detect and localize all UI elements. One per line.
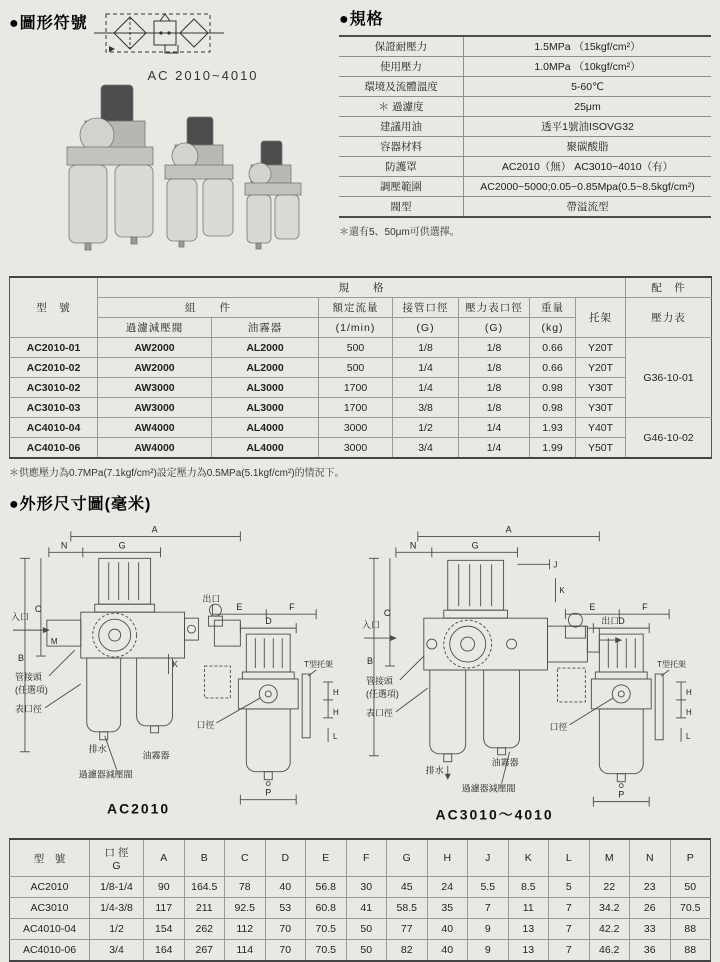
lubricator-label: 油霧器 — [491, 757, 519, 768]
dim-value-cell: 70.5 — [306, 919, 347, 940]
dim-port-cell: 3/4 — [90, 940, 144, 962]
dim-value-cell: 7 — [468, 898, 509, 919]
model-table-cell: 1/4 — [393, 358, 459, 378]
model-table-cell: Y40T — [576, 418, 626, 438]
dim-col-header-D: D — [265, 839, 306, 877]
col-header-parts: 組 件 — [98, 298, 319, 318]
model-table-cell: 3/8 — [393, 398, 459, 418]
gauge-port-label: 表口徑 — [14, 703, 42, 714]
model-table-footnote: ＊供應壓力為0.7MPa(7.1kgf/cm²)設定壓力為0.5MPa(5.1kgf/cm²)的情況下。 — [9, 468, 345, 479]
dim-value-cell: 77 — [387, 919, 428, 940]
dim-col-header-J: J — [468, 839, 509, 877]
dim-col-header-port-label: 口 徑 — [104, 846, 129, 859]
model-table-cell: 1/4 — [393, 378, 459, 398]
model-table-cell: AL2000 — [212, 358, 319, 378]
model-table-cell: 1/2 — [393, 418, 459, 438]
spec-label: 使用壓力 — [339, 57, 464, 77]
dim-col-header-P: P — [670, 839, 711, 877]
dim-value-cell: 24 — [427, 877, 468, 898]
dim-col-header-B: B — [184, 839, 225, 877]
dimension-drawings — [9, 516, 711, 830]
dim-L: L — [333, 731, 338, 741]
model-table-cell: 0.98 — [530, 398, 576, 418]
dim-value-cell: 164 — [144, 940, 185, 962]
dim-D: D — [618, 616, 625, 627]
dim-F: F — [642, 602, 648, 613]
dim-H1: H — [686, 687, 692, 697]
model-table-cell: 500 — [319, 358, 393, 378]
col-header-model: 型 號 — [10, 277, 98, 338]
dim-value-cell: 262 — [184, 919, 225, 940]
spec-label: 調壓範圍 — [339, 177, 464, 197]
dim-value-cell: 164.5 — [184, 877, 225, 898]
model-table-cell: AW3000 — [98, 398, 212, 418]
dim-col-header-model: 型 號 — [10, 839, 90, 877]
dim-value-cell: 60.8 — [306, 898, 347, 919]
dim-H1: H — [333, 687, 339, 697]
spec-label: 閥型 — [339, 197, 464, 218]
col-header-gauge-unit: (G) — [459, 318, 530, 338]
gauge-port-label: 表口徑 — [365, 707, 393, 718]
model-table-cell: 1.99 — [530, 438, 576, 459]
optional-label: (任選項) — [14, 684, 48, 695]
spec-label: 防護罩 — [339, 157, 464, 177]
model-table-cell: 1/8 — [459, 378, 530, 398]
model-table-cell: 1/8 — [459, 338, 530, 358]
dim-value-cell: 36 — [630, 940, 671, 962]
dim-value-cell: 30 — [346, 877, 387, 898]
port-label: 口徑 — [196, 719, 215, 730]
spec-label: 保證耐壓力 — [339, 36, 464, 57]
drawing-caption-ac2010: AC2010 — [107, 800, 171, 817]
model-table-cell: AW4000 — [98, 438, 212, 459]
spec-table — [339, 35, 711, 218]
dim-K: K — [559, 586, 565, 596]
dim-P: P — [265, 787, 272, 798]
drain-label: 排水 — [88, 743, 107, 754]
dim-value-cell: 40 — [427, 940, 468, 962]
dim-A: A — [151, 524, 158, 535]
model-table-cell: 1/8 — [459, 358, 530, 378]
spec-value: 帶溢流型 — [464, 197, 712, 218]
dim-value-cell: 5.5 — [468, 877, 509, 898]
dim-value-cell: 11 — [508, 898, 549, 919]
dim-N: N — [60, 540, 68, 551]
spec-section — [327, 6, 711, 266]
dim-col-header-M: M — [589, 839, 630, 877]
product-photo-caption: AC 2010~4010 — [147, 68, 259, 83]
dim-value-cell: 7 — [549, 898, 590, 919]
model-table-row — [10, 378, 712, 398]
dim-value-cell: 23 — [630, 877, 671, 898]
dim-value-cell: 8.5 — [508, 877, 549, 898]
ac3010-front-view — [361, 524, 625, 823]
model-table-cell: AC2010-02 — [10, 358, 98, 378]
dimension-table-row — [10, 940, 711, 962]
dim-value-cell: 5 — [549, 877, 590, 898]
spec-value: 1.0MPa （10kgf/cm²） — [464, 57, 712, 77]
dim-C: C — [34, 604, 42, 615]
spec-value: AC2000~5000;0.05~0.85Mpa(0.5~8.5kgf/cm²) — [464, 177, 712, 197]
spec-row — [339, 197, 711, 218]
model-table-cell: AW3000 — [98, 378, 212, 398]
model-table-cell: 1/8 — [459, 398, 530, 418]
dim-value-cell: 53 — [265, 898, 306, 919]
spec-label: 環境及流體溫度 — [339, 77, 464, 97]
spec-label: ＊ 過濾度 — [339, 97, 464, 117]
dim-F: F — [289, 602, 295, 613]
dim-value-cell: 267 — [184, 940, 225, 962]
symbol-section-title: ●圖形符號 — [9, 15, 88, 32]
model-table-cell: 3/4 — [393, 438, 459, 459]
inlet-label: 入口 — [10, 612, 29, 623]
dim-value-cell: 82 — [387, 940, 428, 962]
optional-label: (任選項) — [365, 688, 399, 699]
spec-row — [339, 57, 711, 77]
spec-value: 25μm — [464, 97, 712, 117]
model-table-cell: AL4000 — [212, 418, 319, 438]
model-table-cell: AL4000 — [212, 438, 319, 459]
dim-model-cell: AC4010-06 — [10, 940, 90, 962]
dim-col-header-F: F — [346, 839, 387, 877]
model-table-cell: Y20T — [576, 358, 626, 378]
dim-value-cell: 88 — [670, 940, 711, 962]
spec-value: 5-60℃ — [464, 77, 712, 97]
dim-L: L — [686, 731, 691, 741]
col-header-weight-unit: (kg) — [530, 318, 576, 338]
dim-value-cell: 114 — [225, 940, 266, 962]
dim-col-header-C: C — [225, 839, 266, 877]
dim-B: B — [366, 656, 373, 667]
dim-value-cell: 56.8 — [306, 877, 347, 898]
dim-C: C — [383, 608, 391, 619]
dim-value-cell: 70 — [265, 919, 306, 940]
ac2010-front-view — [10, 524, 243, 817]
dim-value-cell: 7 — [549, 940, 590, 962]
dim-value-cell: 42.2 — [589, 919, 630, 940]
product-photo — [9, 83, 327, 261]
model-table-cell: AC2010-01 — [10, 338, 98, 358]
model-table-row — [10, 338, 712, 358]
spec-section-title: ●規格 — [339, 11, 384, 28]
accessory-cell: G36-10-01 — [626, 338, 712, 418]
model-table-cell: 3000 — [319, 418, 393, 438]
model-table-cell: 1/4 — [459, 438, 530, 459]
model-table-cell: 1700 — [319, 378, 393, 398]
dim-value-cell: 45 — [387, 877, 428, 898]
dim-value-cell: 26 — [630, 898, 671, 919]
dim-G: G — [118, 540, 126, 551]
dim-value-cell: 35 — [427, 898, 468, 919]
dim-port-cell: 1/8-1/4 — [90, 877, 144, 898]
outlet-label: 出口 — [601, 616, 620, 627]
dim-col-header-G: G — [387, 839, 428, 877]
spec-row — [339, 117, 711, 137]
dim-col-header-E: E — [306, 839, 347, 877]
col-header-gauge: 壓力表 — [626, 298, 712, 338]
model-table-cell: AL3000 — [212, 378, 319, 398]
dim-value-cell: 92.5 — [225, 898, 266, 919]
model-table-cell: AW2000 — [98, 338, 212, 358]
dim-value-cell: 22 — [589, 877, 630, 898]
pneumatic-symbol-diagram — [94, 6, 224, 60]
model-table-cell: Y30T — [576, 378, 626, 398]
model-table-cell: AL2000 — [212, 338, 319, 358]
col-header-filter-reg: 過濾減壓閥 — [98, 318, 212, 338]
ac2010-side-view — [196, 593, 339, 804]
dim-value-cell: 13 — [508, 919, 549, 940]
dim-value-cell: 70.5 — [306, 940, 347, 962]
dim-value-cell: 154 — [144, 919, 185, 940]
accessory-cell: G46-10-02 — [626, 418, 712, 459]
dim-col-header-A: A — [144, 839, 185, 877]
model-table-cell: AW2000 — [98, 358, 212, 378]
model-table-cell: Y50T — [576, 438, 626, 459]
dim-model-cell: AC4010-04 — [10, 919, 90, 940]
dim-B: B — [17, 653, 24, 664]
lubricator-label: 油霧器 — [142, 750, 170, 761]
spec-row — [339, 77, 711, 97]
dim-col-header-N: N — [630, 839, 671, 877]
col-header-flow: 額定流量 — [319, 298, 393, 318]
col-header-accessory: 配 件 — [626, 277, 712, 298]
model-table-row — [10, 438, 712, 459]
spec-row — [339, 137, 711, 157]
dim-value-cell: 9 — [468, 940, 509, 962]
dim-N: N — [409, 540, 417, 551]
dim-value-cell: 90 — [144, 877, 185, 898]
model-table-cell: 0.66 — [530, 358, 576, 378]
dim-value-cell: 58.5 — [387, 898, 428, 919]
dimension-table — [9, 838, 711, 962]
dim-D: D — [265, 616, 272, 627]
dim-H2: H — [333, 707, 339, 717]
model-table-cell: 0.66 — [530, 338, 576, 358]
model-table-cell: 1/4 — [459, 418, 530, 438]
dim-value-cell: 33 — [630, 919, 671, 940]
dim-port-cell: 1/2 — [90, 919, 144, 940]
dim-value-cell: 34.2 — [589, 898, 630, 919]
dim-P: P — [618, 789, 625, 800]
spec-value: 1.5MPa （15kgf/cm²） — [464, 36, 712, 57]
filter-reg-label: 過濾器減壓閥 — [78, 769, 133, 780]
model-table-cell: AC4010-06 — [10, 438, 98, 459]
dim-H2: H — [686, 707, 692, 717]
dim-K: K — [172, 660, 178, 670]
col-header-lubricator: 油霧器 — [212, 318, 319, 338]
dim-col-header-K: K — [508, 839, 549, 877]
col-header-weight: 重量 — [530, 298, 576, 318]
drawing-caption-ac3010-4010: AC3010～4010 — [435, 806, 554, 823]
spec-label: 容器材料 — [339, 137, 464, 157]
dim-value-cell: 88 — [670, 919, 711, 940]
dim-J: J — [553, 560, 558, 570]
model-table-cell: AC3010-02 — [10, 378, 98, 398]
top-section — [9, 6, 711, 266]
spec-row — [339, 36, 711, 57]
dimension-table-row — [10, 919, 711, 940]
model-table-cell: AC4010-04 — [10, 418, 98, 438]
spec-label: 建議用油 — [339, 117, 464, 137]
dim-G: G — [471, 540, 479, 551]
drawing-ac2010 — [9, 516, 360, 830]
dim-value-cell: 70.5 — [670, 898, 711, 919]
col-header-pipe-port: 接管口徑 — [393, 298, 459, 318]
spec-row — [339, 157, 711, 177]
dim-A: A — [505, 524, 512, 535]
col-header-spec: 規 格 — [98, 277, 626, 298]
dim-value-cell: 50 — [346, 940, 387, 962]
dimension-table-row — [10, 898, 711, 919]
dim-value-cell: 40 — [427, 919, 468, 940]
dim-col-header-port — [90, 839, 144, 877]
port-label: 口徑 — [549, 721, 568, 732]
fitting-label: 管接頭 — [365, 675, 393, 686]
spec-footnote: ＊還有5、50μm可供選擇。 — [339, 227, 460, 238]
model-table-cell: 1700 — [319, 398, 393, 418]
model-table-cell: AW4000 — [98, 418, 212, 438]
model-table-cell: 500 — [319, 338, 393, 358]
spec-value: 透平1號油ISOVG32 — [464, 117, 712, 137]
col-header-gauge-port: 壓力表口徑 — [459, 298, 530, 318]
model-table-row — [10, 398, 712, 418]
model-table-cell: 1.93 — [530, 418, 576, 438]
drain-label: 排水 — [425, 765, 444, 776]
t-bracket-label: T型托架 — [304, 660, 333, 670]
t-bracket-label: T型托架 — [657, 660, 686, 670]
model-spec-table — [9, 276, 712, 459]
dim-value-cell: 112 — [225, 919, 266, 940]
dim-value-cell: 50 — [670, 877, 711, 898]
fitting-label: 管接頭 — [14, 671, 42, 682]
model-table-cell: AL3000 — [212, 398, 319, 418]
dim-M: M — [50, 637, 58, 647]
dim-value-cell: 9 — [468, 919, 509, 940]
ac3010-side-view — [549, 602, 692, 806]
dim-value-cell: 211 — [184, 898, 225, 919]
dimension-section-title: ●外形尺寸圖(毫米) — [9, 496, 152, 513]
dim-value-cell: 50 — [346, 919, 387, 940]
dim-value-cell: 41 — [346, 898, 387, 919]
dim-value-cell: 40 — [265, 877, 306, 898]
dimension-table-row — [10, 877, 711, 898]
col-header-bracket: 托架 — [576, 298, 626, 338]
model-table-cell: AC3010-03 — [10, 398, 98, 418]
filter-reg-label: 過濾器減壓閥 — [461, 783, 516, 794]
model-table-cell: 0.98 — [530, 378, 576, 398]
model-table-row — [10, 418, 712, 438]
spec-row — [339, 97, 711, 117]
dim-port-cell: 1/4-3/8 — [90, 898, 144, 919]
drawing-ac3010-4010 — [360, 516, 711, 830]
dim-value-cell: 46.2 — [589, 940, 630, 962]
dim-col-header-H: H — [427, 839, 468, 877]
model-table-row — [10, 358, 712, 378]
dim-value-cell: 13 — [508, 940, 549, 962]
dim-value-cell: 78 — [225, 877, 266, 898]
dim-model-cell: AC2010 — [10, 877, 90, 898]
dim-E: E — [236, 602, 243, 613]
spec-value: AC2010（無） AC3010~4010（有） — [464, 157, 712, 177]
spec-value: 聚碳酸脂 — [464, 137, 712, 157]
dim-col-header-L: L — [549, 839, 590, 877]
model-table-cell: 1/8 — [393, 338, 459, 358]
dim-model-cell: AC3010 — [10, 898, 90, 919]
dim-value-cell: 70 — [265, 940, 306, 962]
dim-value-cell: 117 — [144, 898, 185, 919]
dim-E: E — [589, 602, 596, 613]
inlet-label: 入口 — [361, 620, 380, 631]
outlet-label: 出口 — [202, 594, 221, 605]
col-header-flow-unit: (1/min) — [319, 318, 393, 338]
dim-value-cell: 7 — [549, 919, 590, 940]
symbol-section — [9, 6, 327, 266]
spec-row — [339, 177, 711, 197]
dim-col-header-port-unit: G — [112, 859, 121, 872]
model-table-cell: 3000 — [319, 438, 393, 459]
col-header-pipe-unit: (G) — [393, 318, 459, 338]
model-table-cell: Y30T — [576, 398, 626, 418]
model-table-cell: Y20T — [576, 338, 626, 358]
